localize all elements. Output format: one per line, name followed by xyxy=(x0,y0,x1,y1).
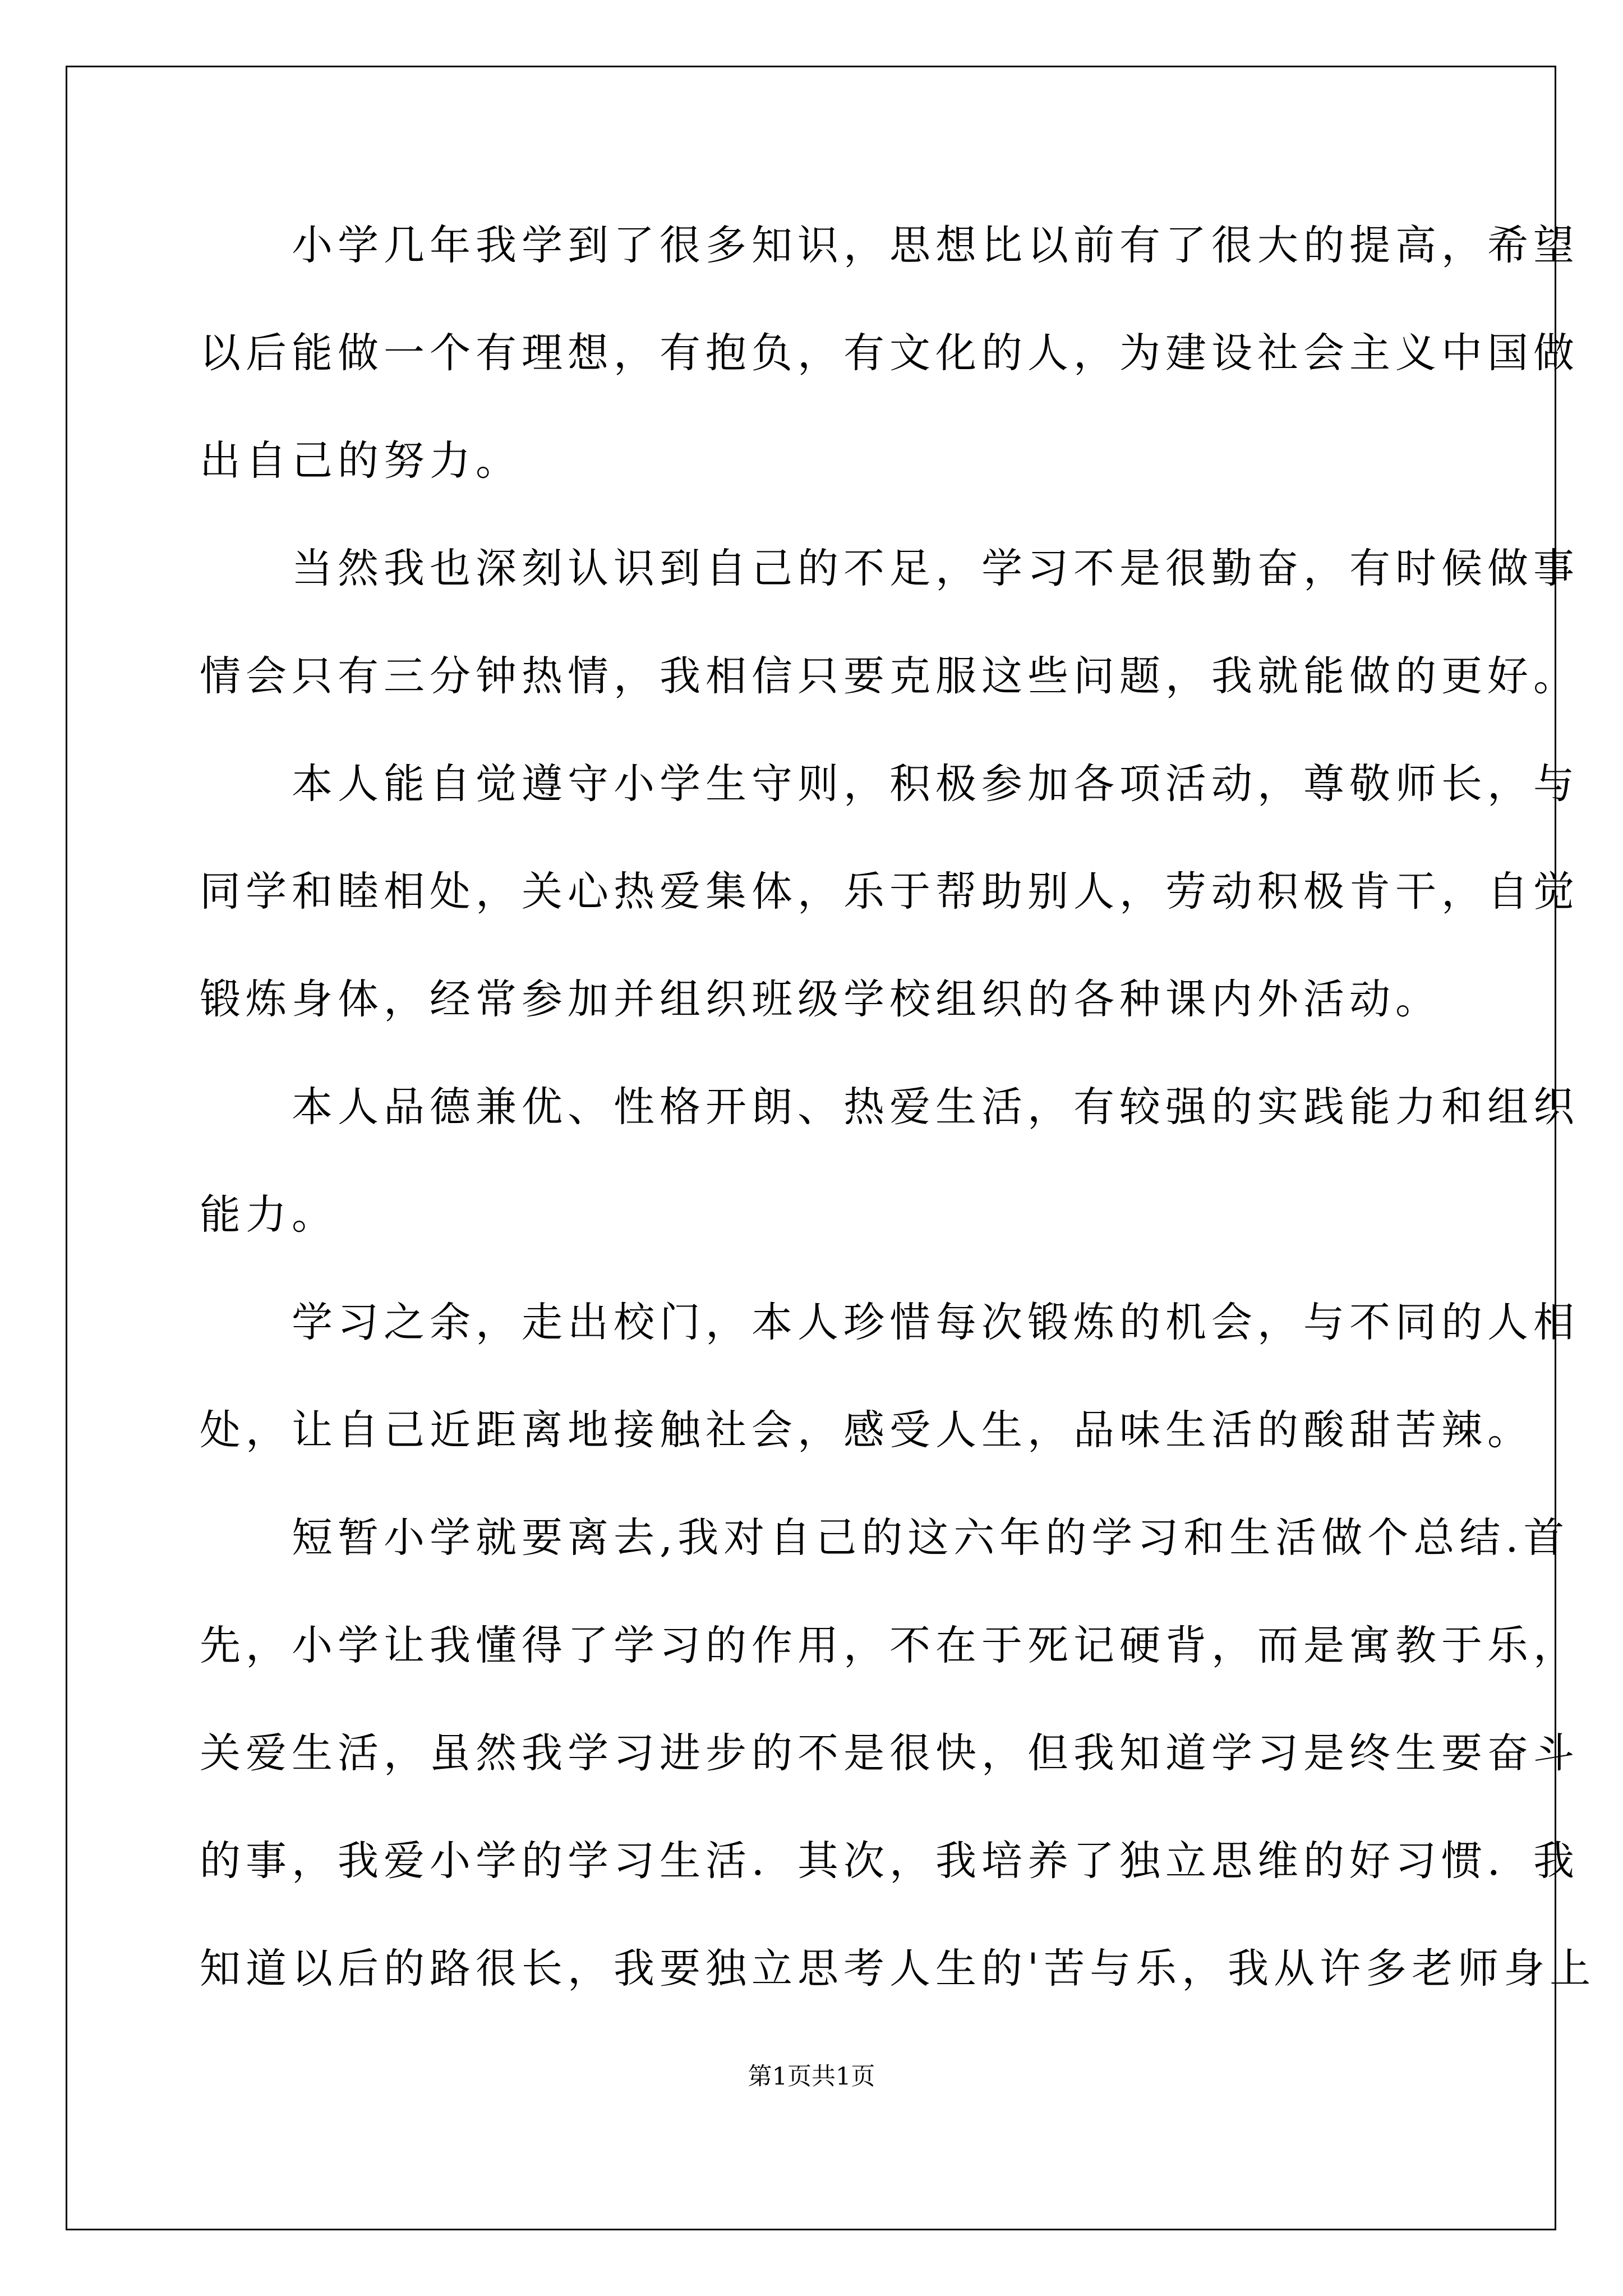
text-line: 情会只有三分钟热情，我相信只要克服这些问题，我就能做的更好。 xyxy=(200,652,1579,700)
page-number-current: 第1页 xyxy=(748,2063,811,2091)
page-footer xyxy=(0,2060,1623,2093)
text-line: 本人能自觉遵守小学生守则，积极参加各项活动，尊敬师长，与 xyxy=(200,760,1579,808)
text-line: 知道以后的路很长，我要独立思考人生的'苦与乐，我从许多老师身上 xyxy=(200,1945,1596,1993)
text-line: 出自己的努力。 xyxy=(200,437,522,485)
text-line: 以后能做一个有理想，有抱负，有文化的人，为建设社会主义中国做 xyxy=(200,329,1579,377)
text-line: 先，小学让我懂得了学习的作用，不在于死记硬背，而是寓教于乐， xyxy=(200,1622,1579,1669)
text-line: 的事，我爱小学的学习生活．其次，我培养了独立思维的好习惯．我 xyxy=(200,1837,1579,1885)
text-line: 学习之余，走出校门，本人珍惜每次锻炼的机会，与不同的人相 xyxy=(200,1299,1579,1346)
text-line: 锻炼身体，经常参加并组织班级学校组织的各种课内外活动。 xyxy=(200,976,1441,1023)
text-line: 当然我也深刻认识到自己的不足，学习不是很勤奋，有时候做事 xyxy=(200,545,1579,592)
text-line: 处，让自己近距离地接触社会，感受人生，品味生活的酸甜苦辣。 xyxy=(200,1406,1533,1454)
text-line: 关爱生活，虽然我学习进步的不是很快，但我知道学习是终生要奋斗 xyxy=(200,1729,1579,1777)
text-line: 能力。 xyxy=(200,1191,338,1239)
text-line: 同学和睦相处，关心热爱集体，乐于帮助别人，劳动积极肯干，自觉 xyxy=(200,868,1579,915)
text-line: 小学几年我学到了很多知识，思想比以前有了很大的提高，希望 xyxy=(200,222,1579,269)
page-number-total: 共1页 xyxy=(811,2063,875,2091)
text-line: 短暂小学就要离去,我对自己的这六年的学习和生活做个总结.首 xyxy=(200,1514,1570,1562)
text-line: 本人品德兼优、性格开朗、热爱生活，有较强的实践能力和组织 xyxy=(200,1083,1579,1131)
page-border xyxy=(66,66,1556,2230)
